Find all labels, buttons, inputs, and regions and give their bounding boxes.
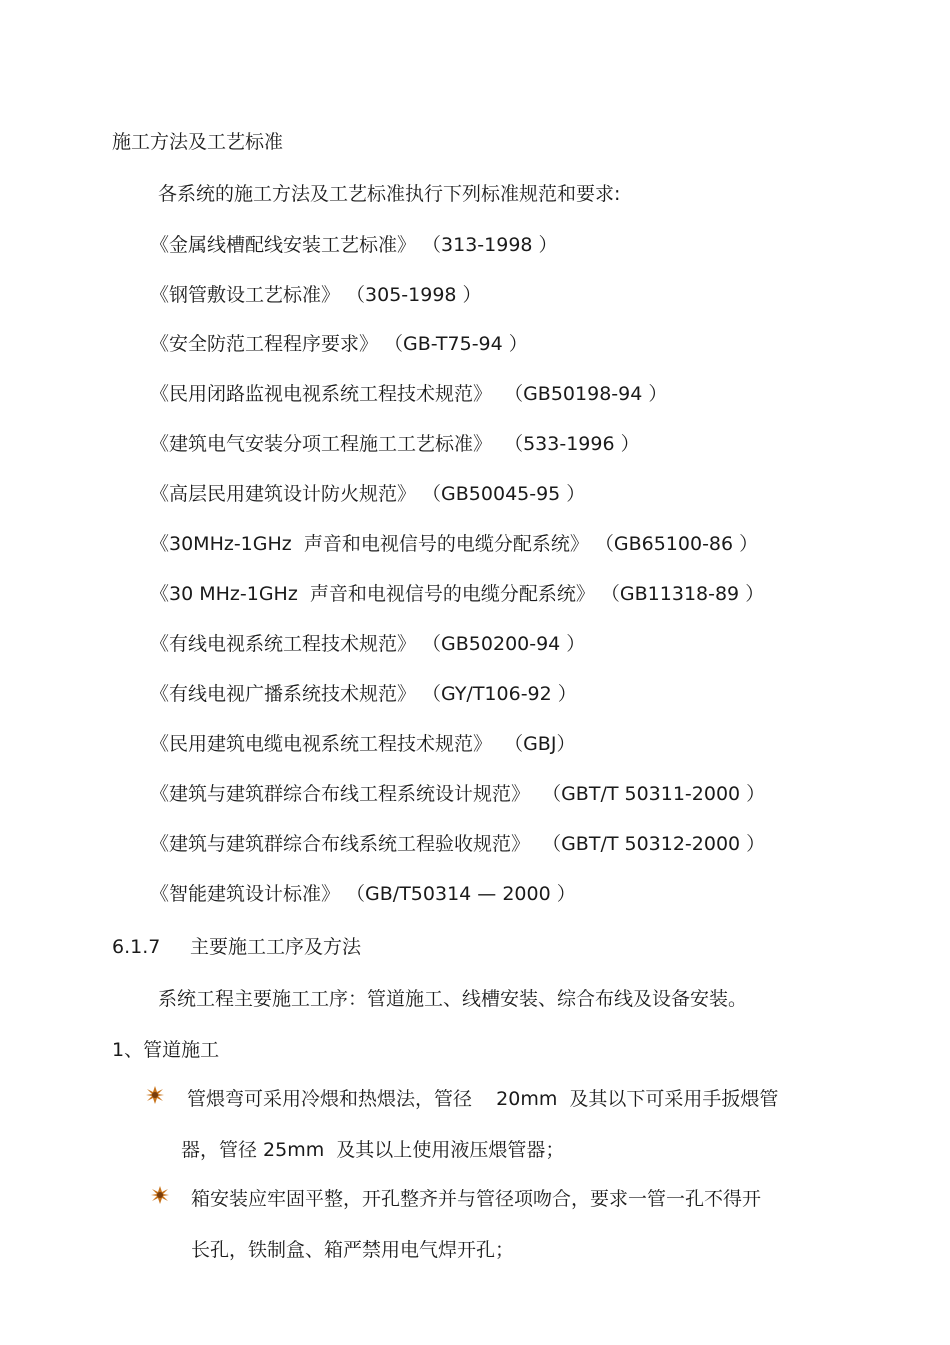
standard-item: 《高层民用建筑设计防火规范》 （GB50045-95 ） xyxy=(150,483,586,505)
bullet-text-line2: 长孔，铁制盒、箱严禁用电气焊开孔； xyxy=(191,1239,515,1261)
starburst-bullet-icon xyxy=(146,1086,164,1104)
subsection-number: 6.1.7 xyxy=(112,936,161,958)
bullet-text-line2: 器，管径 25mm 及其以上使用液压煨管器； xyxy=(181,1139,565,1161)
standard-item: 《30MHz-1GHz 声音和电视信号的电缆分配系统》 （GB65100-86 ） xyxy=(150,533,759,555)
standard-item: 《30 MHz-1GHz 声音和电视信号的电缆分配系统》 （GB11318-89 ） xyxy=(150,583,765,605)
standard-item: 《金属线槽配线安装工艺标准》 （313-1998 ） xyxy=(150,234,558,256)
bullet-text-line1: 箱安装应牢固平整，开孔整齐并与管径项吻合，要求一管一孔不得开 xyxy=(191,1188,762,1210)
standard-item: 《建筑电气安装分项工程施工工艺标准》 （533-1996 ） xyxy=(150,433,640,455)
starburst-bullet-icon xyxy=(151,1186,169,1204)
process-intro: 系统工程主要施工工序：管道施工、线槽安装、综合布线及设备安装。 xyxy=(158,988,748,1010)
intro-paragraph: 各系统的施工方法及工艺标准执行下列标准规范和要求: xyxy=(158,183,621,205)
standard-item: 《建筑与建筑群综合布线工程系统设计规范》 （GBT/T 50311-2000 ） xyxy=(150,783,766,805)
standard-item: 《有线电视系统工程技术规范》 （GB50200-94 ） xyxy=(150,633,586,655)
standard-item: 《有线电视广播系统技术规范》 （GY/T106-92 ） xyxy=(150,683,577,705)
subsection-title: 主要施工工序及方法 xyxy=(190,936,362,958)
standard-item: 《安全防范工程程序要求》 （GB-T75-94 ） xyxy=(150,333,528,355)
standard-item: 《民用建筑电缆电视系统工程技术规范》 （GBJ） xyxy=(150,733,576,755)
standard-item: 《钢管敷设工艺标准》 （305-1998 ） xyxy=(150,284,482,306)
bullet-text-line1: 管煨弯可采用冷煨和热煨法，管径 20mm 及其以下可采用手扳煨管 xyxy=(187,1088,779,1110)
section-title: 施工方法及工艺标准 xyxy=(112,131,284,153)
standard-item: 《智能建筑设计标准》 （GB/T50314 — 2000 ） xyxy=(150,883,576,905)
standard-item: 《民用闭路监视电视系统工程技术规范》 （GB50198-94 ） xyxy=(150,383,668,405)
standard-item: 《建筑与建筑群综合布线系统工程验收规范》 （GBT/T 50312-2000 ） xyxy=(150,833,766,855)
item-heading: 1、管道施工 xyxy=(112,1039,220,1061)
